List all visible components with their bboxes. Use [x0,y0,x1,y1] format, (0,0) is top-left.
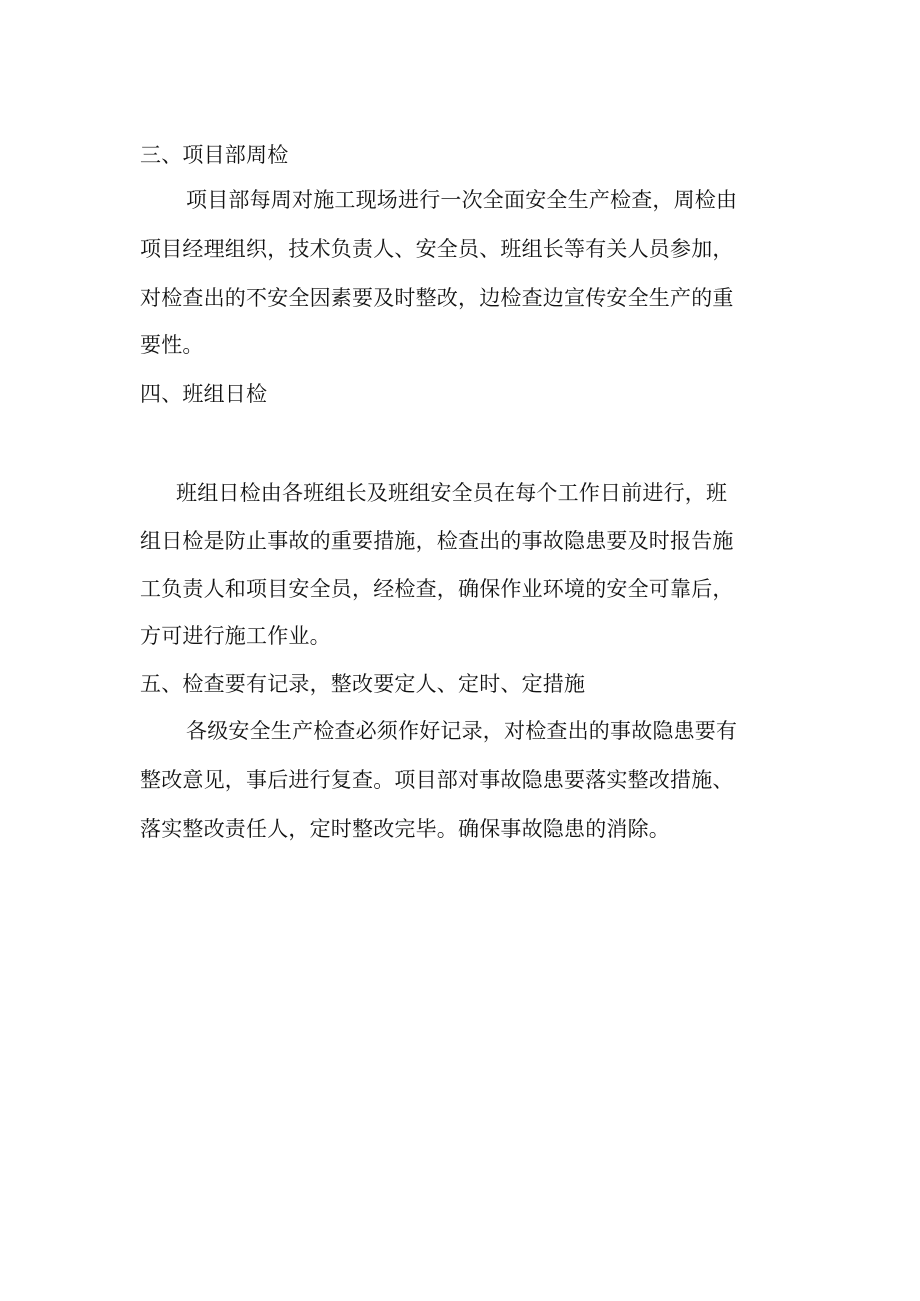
paragraph-line: 项目部每周对施工现场进行一次全面安全生产检查，周检由 [186,188,738,212]
paragraph-line: 对检查出的不安全因素要及时整改，边检查边宣传安全生产的重 [140,286,734,310]
paragraph-line: 工负责人和项目安全员，经检查，确保作业环境的安全可靠后， [140,577,734,601]
paragraph-line: 落实整改责任人，定时整改完毕。确保事故隐患的消除。 [140,817,670,841]
section-heading: 五、检查要有记录，整改要定人、定时、定措施 [140,672,586,696]
section-heading: 四、班组日检 [140,382,268,406]
paragraph-line: 方可进行施工作业。 [140,624,331,648]
paragraph-line: 项目经理组织，技术负责人、安全员、班组长等有关人员参加， [140,237,734,261]
paragraph-line: 要性。 [140,333,204,357]
paragraph-line: 组日检是防止事故的重要措施，检查出的事故隐患要及时报告施 [140,529,734,553]
paragraph-line: 整改意见，事后进行复查。项目部对事故隐患要落实整改措施、 [140,768,734,792]
paragraph-line: 班组日检由各班组长及班组安全员在每个工作日前进行，班 [176,481,728,505]
section-heading: 三、项目部周检 [140,143,289,167]
paragraph-line: 各级安全生产检查必须作好记录，对检查出的事故隐患要有 [186,719,738,743]
